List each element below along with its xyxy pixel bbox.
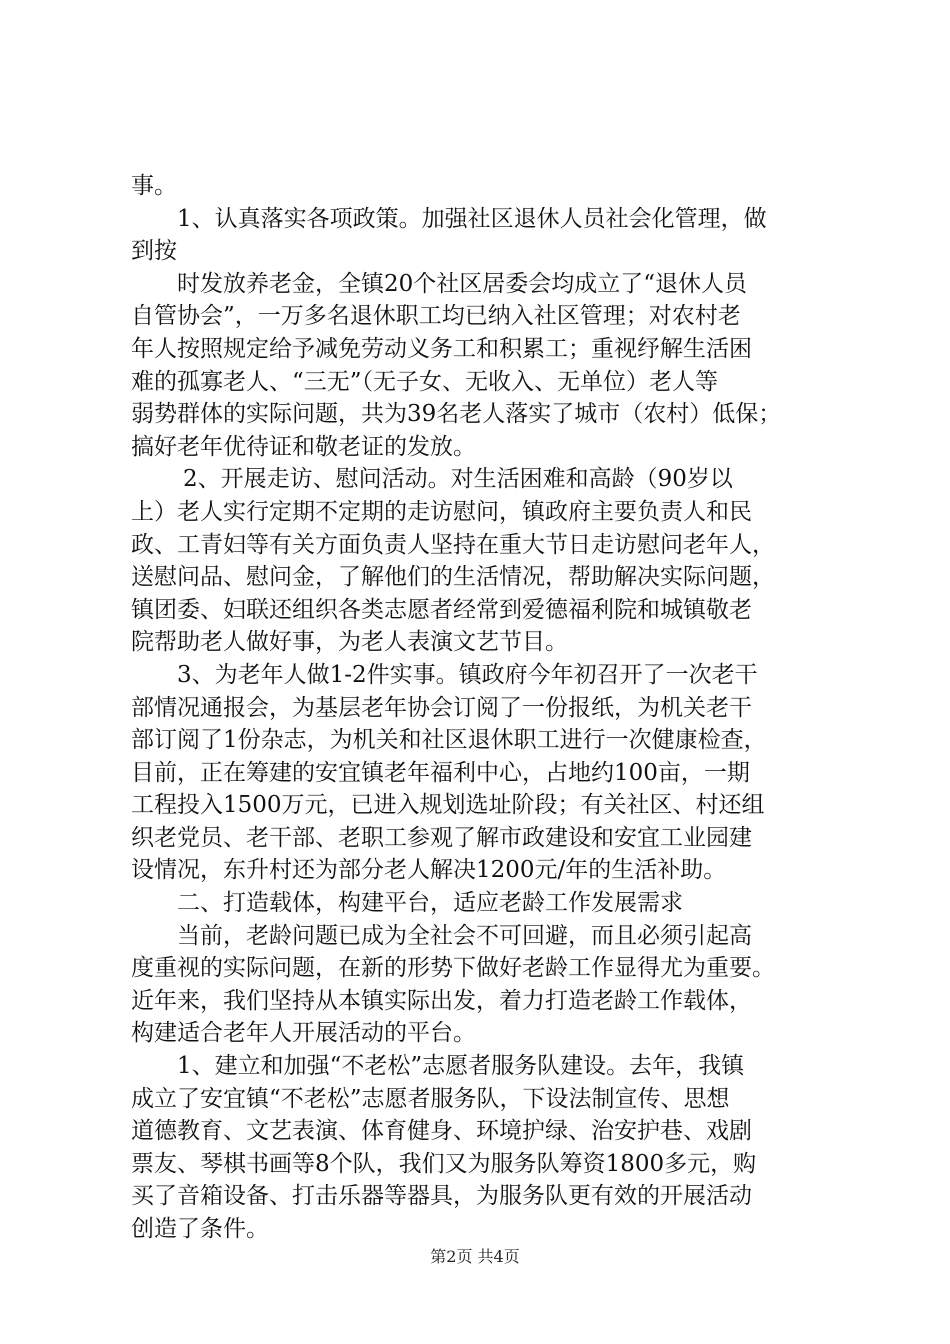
text-line: 时发放养老金，全镇20个社区居委会均成立了“退休人员 <box>177 270 748 297</box>
text-line: 道德教育、文艺表演、体育健身、环境护绿、治安护巷、戏剧 <box>131 1118 752 1145</box>
text-line: 买了音箱设备、打击乐器等器具，为服务队更有效的开展活动 <box>131 1183 752 1210</box>
text-line: 2、开展走访、慰问活动。对生活困难和高龄（90岁以 <box>183 466 733 493</box>
text-line: 事。 <box>131 173 177 199</box>
text-line: 创造了条件。 <box>131 1216 269 1242</box>
text-line: 成立了安宜镇“不老松”志愿者服务队，下设法制宣传、思想 <box>131 1085 730 1112</box>
text-line: 当前，老龄问题已成为全社会不可回避，而且必须引起高 <box>177 922 752 949</box>
text-line: 难的孤寡老人、“三无”（无子女、无收入、无单位）老人等 <box>131 368 719 395</box>
text-line: 年人按照规定给予减免劳动义务工和积累工；重视纾解生活困 <box>131 335 752 362</box>
text-line: 搞好老年优待证和敬老证的发放。 <box>131 433 476 460</box>
text-line: 上）老人实行定期不定期的走访慰问，镇政府主要负责人和民 <box>131 498 752 525</box>
text-line: 送慰问品、慰问金，了解他们的生活情况，帮助解决实际问题， <box>131 564 775 591</box>
text-line: 织老党员、老干部、老职工参观了解市政建设和安宜工业园建 <box>131 824 752 851</box>
section-heading: 二、打造载体，构建平台，适应老龄工作发展需求 <box>177 890 683 917</box>
text-line: 构建适合老年人开展活动的平台。 <box>131 1020 476 1047</box>
text-line: 工程投入1500万元，已进入规划选址阶段；有关社区、村还组 <box>131 792 765 819</box>
text-line: 票友、琴棋书画等8个队，我们又为服务队筹资1800多元，购 <box>131 1150 757 1177</box>
text-line: 1、认真落实各项政策。加强社区退休人员社会化管理，做 <box>177 205 767 232</box>
text-line: 设情况，东升村还为部分老人解决1200元/年的生活补助。 <box>131 857 727 884</box>
text-line: 目前，正在筹建的安宜镇老年福利中心，占地约100亩，一期 <box>131 759 750 786</box>
text-line: 部订阅了1份杂志，为机关和社区退休职工进行一次健康检查， <box>131 727 767 754</box>
text-line: 镇团委、妇联还组织各类志愿者经常到爱德福利院和城镇敬老 <box>131 596 752 623</box>
text-line: 自管协会”，一万多名退休职工均已纳入社区管理；对农村老 <box>131 303 741 330</box>
text-line: 到按 <box>131 238 177 265</box>
text-line: 近年来，我们坚持从本镇实际出发，着力打造老龄工作载体， <box>131 987 752 1014</box>
text-line: 政、工青妇等有关方面负责人坚持在重大节日走访慰问老年人， <box>131 531 775 558</box>
text-line: 弱势群体的实际问题，共为39名老人落实了城市（农村）低保； <box>131 401 782 428</box>
text-line: 度重视的实际问题，在新的形势下做好老龄工作显得尤为重要。 <box>131 955 775 982</box>
page-footer: 第2页 共4页 <box>430 1247 520 1266</box>
text-line: 3、为老年人做1-2件实事。镇政府今年初召开了一次老干 <box>177 661 758 688</box>
text-line: 院帮助老人做好事，为老人表演文艺节目。 <box>131 629 568 656</box>
text-line: 部情况通报会，为基层老年协会订阅了一份报纸，为机关老干 <box>131 694 752 721</box>
text-line: 1、建立和加强“不老松”志愿者服务队建设。去年，我镇 <box>177 1053 745 1080</box>
body-text <box>131 170 843 1246</box>
